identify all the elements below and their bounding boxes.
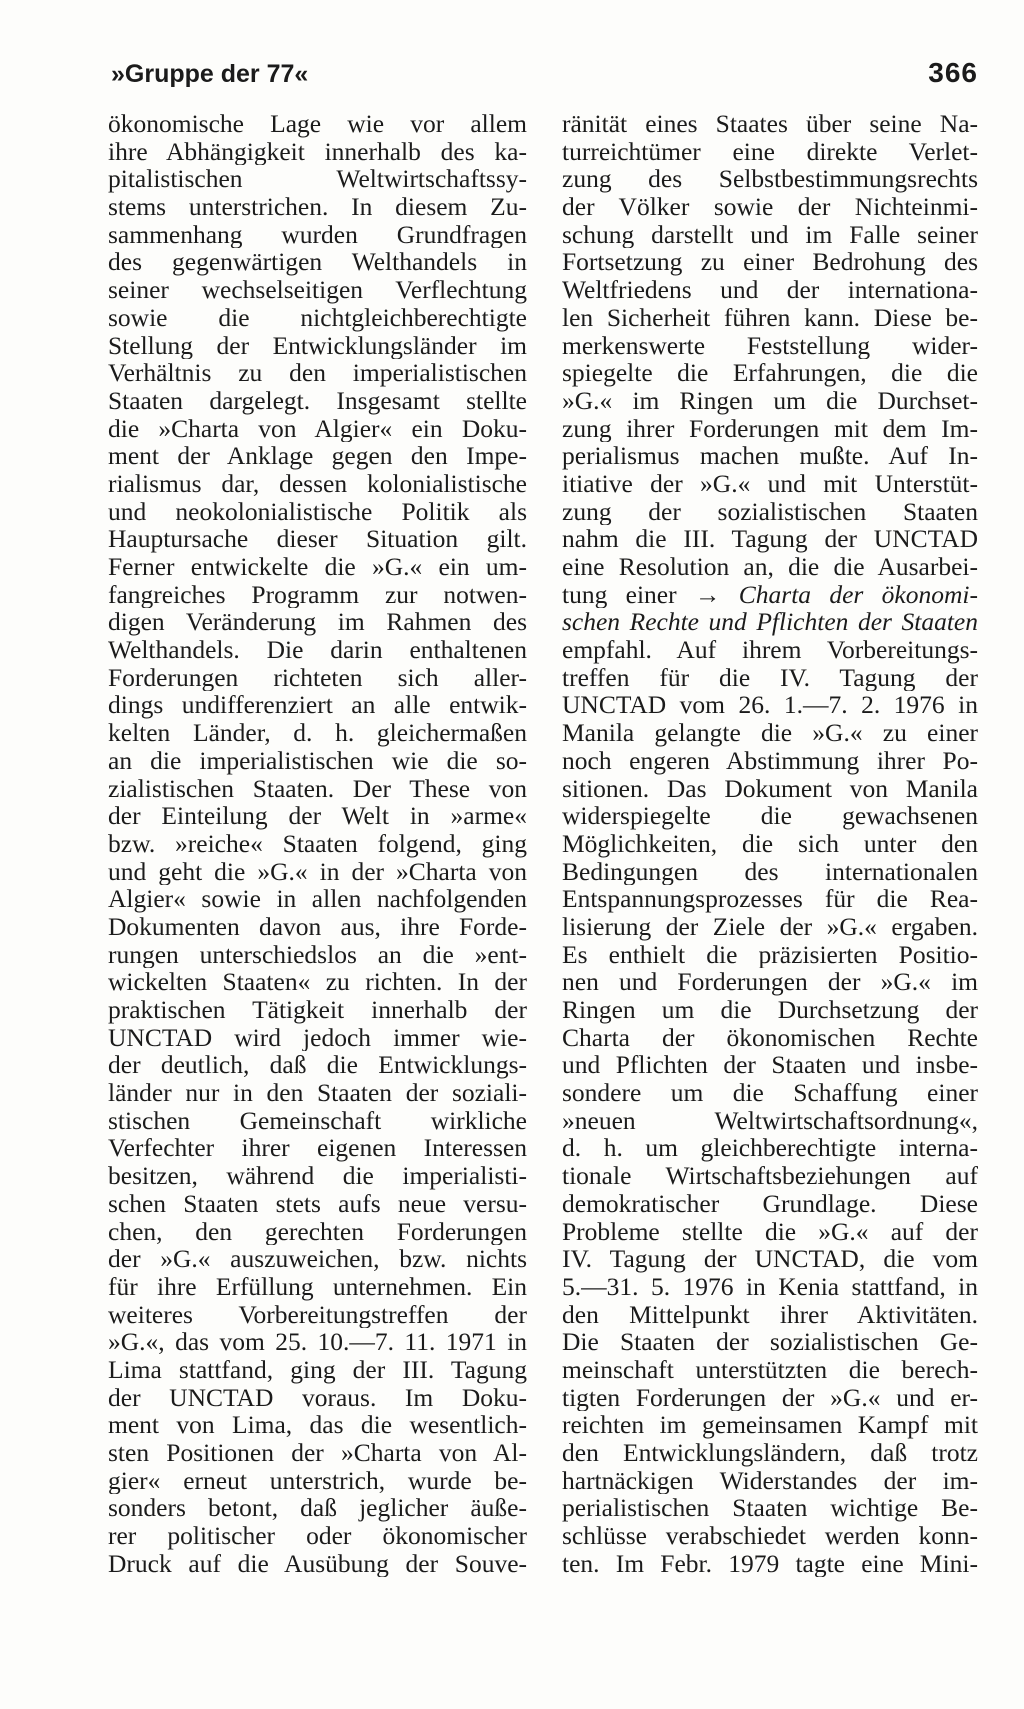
- text-line: länder nur in den Staaten der soziali-: [108, 1079, 527, 1107]
- italic-cross-reference-text: schen Rechte und Pflichten der Staaten: [562, 608, 978, 637]
- text-line: 5.—31. 5. 1976 in Kenia stattfand, in: [562, 1272, 978, 1301]
- text-line: sowie die nichtgleichberechtigte: [108, 303, 527, 332]
- text-line: rungen unterschiedslos an die »ent-: [108, 940, 527, 969]
- text-line: rer politischer oder ökonomischer: [108, 1522, 527, 1550]
- text-line: nen und Forderungen der »G.« im: [562, 968, 978, 996]
- text-line: hartnäckigen Widerstandes der im-: [562, 1466, 978, 1495]
- text-line: »G.« im Ringen um die Durchset-: [562, 386, 978, 415]
- text-line: widerspiegelte die gewachsenen: [562, 802, 978, 830]
- text-line: treffen für die IV. Tagung der: [562, 663, 978, 692]
- text-line: bzw. »reiche« Staaten folgend, ging: [108, 829, 527, 858]
- text-line: zung der sozialistischen Staaten: [562, 497, 978, 526]
- text-line: an die imperialistischen wie die so-: [108, 746, 527, 775]
- text-line: der Einteilung der Welt in »arme«: [108, 802, 527, 830]
- text-line: ment der Anklage gegen den Impe-: [108, 442, 527, 470]
- text-line: sammenhang wurden Grundfragen: [108, 220, 527, 249]
- text-line: Charta der ökonomischen Rechte: [562, 1023, 978, 1052]
- text-line: meinschaft unterstützten die berech-: [562, 1355, 978, 1384]
- text-line: der »G.« auszuweichen, bzw. nichts: [108, 1245, 527, 1273]
- text-line: nahm die III. Tagung der UNCTAD: [562, 525, 978, 553]
- text-line: des gegenwärtigen Welthandels in: [108, 248, 527, 277]
- text-line: stischen Gemeinschaft wirkliche: [108, 1106, 527, 1135]
- text-line: lisierung der Ziele der »G.« ergaben.: [562, 912, 978, 941]
- text-line: [562, 581, 978, 609]
- text-line: noch engeren Abstimmung ihrer Po-: [562, 746, 978, 775]
- text-line: UNCTAD vom 26. 1.—7. 2. 1976 in: [562, 691, 978, 720]
- text-line: Es enthielt die präzisierten Positio-: [562, 940, 978, 969]
- text-line: Verhältnis zu den imperialistischen: [108, 359, 527, 387]
- text-line: stems unterstrichen. In diesem Zu-: [108, 193, 527, 221]
- text-line: weiteres Vorbereitungstreffen der: [108, 1300, 527, 1329]
- text-line: empfahl. Auf ihrem Vorbereitungs-: [562, 636, 978, 664]
- text-line: und Pflichten der Staaten und insbe-: [562, 1051, 978, 1080]
- text-line: dings undifferenziert an alle entwik-: [108, 691, 527, 720]
- text-line: sondere um die Schaffung einer: [562, 1079, 978, 1107]
- text-line: d. h. um gleichberechtigte interna-: [562, 1134, 978, 1163]
- text-line: zung ihrer Forderungen mit dem Im-: [562, 414, 978, 443]
- text-line: der deutlich, daß die Entwicklungs-: [108, 1051, 527, 1080]
- text-line: ment von Lima, das die wesentlich-: [108, 1411, 527, 1439]
- text-line: perialistischen Staaten wichtige Be-: [562, 1494, 978, 1523]
- text-line: Die Staaten der sozialistischen Ge-: [562, 1328, 978, 1356]
- text-line: »neuen Weltwirtschaftsordnung«,: [562, 1106, 978, 1135]
- text-line: zung des Selbstbestimmungsrechts: [562, 165, 978, 194]
- text-line: spiegelte die Erfahrungen, die die: [562, 359, 978, 387]
- text-line: Manila gelangte die »G.« zu einer: [562, 719, 978, 747]
- text-line: Verfechter ihrer eigenen Interessen: [108, 1134, 527, 1163]
- text-line: Algier« sowie in allen nachfolgenden: [108, 885, 527, 913]
- text-line: seiner wechselseitigen Verflechtung: [108, 276, 527, 304]
- text-line: Entspannungsprozesses für die Rea-: [562, 885, 978, 913]
- text-line: Möglichkeiten, die sich unter den: [562, 829, 978, 858]
- text-line: Staaten dargelegt. Insgesamt stellte: [108, 386, 527, 415]
- text-line: sitionen. Das Dokument von Manila: [562, 774, 978, 803]
- text-line: tionale Wirtschaftsbeziehungen auf: [562, 1162, 978, 1190]
- text-line: chen, den gerechten Forderungen: [108, 1217, 527, 1246]
- right-text-column: [562, 110, 978, 1577]
- text-line: schen Staaten stets aufs neue versu-: [108, 1189, 527, 1218]
- text-line: len Sicherheit führen kann. Diese be-: [562, 303, 978, 332]
- text-line: demokratischer Grundlage. Diese: [562, 1189, 978, 1218]
- text-line: rialismus dar, dessen kolonialistische: [108, 469, 527, 498]
- text-line: eine Resolution an, die die Ausarbei-: [562, 553, 978, 581]
- text-line: merkenswerte Feststellung wider-: [562, 331, 978, 360]
- text-line: [562, 608, 978, 636]
- text-line: Stellung der Entwicklungsländer im: [108, 331, 527, 360]
- text-line: Hauptursache dieser Situation gilt.: [108, 525, 527, 553]
- text-line: »G.«, das vom 25. 10.—7. 11. 1971 in: [108, 1328, 527, 1356]
- text-line: turreichtümer eine direkte Verlet-: [562, 137, 978, 166]
- text-segment: tung einer →: [562, 580, 739, 609]
- text-line: ökonomische Lage wie vor allem: [108, 110, 527, 138]
- text-line: ihre Abhängigkeit innerhalb des ka-: [108, 137, 527, 166]
- text-line: die »Charta von Algier« ein Doku-: [108, 414, 527, 443]
- text-line: der UNCTAD voraus. Im Doku-: [108, 1383, 527, 1412]
- text-line: ränität eines Staates über seine Na-: [562, 110, 978, 138]
- text-line: Welthandels. Die darin enthaltenen: [108, 636, 527, 664]
- text-line: schung darstellt und im Falle seiner: [562, 220, 978, 249]
- text-line: und neokolonialistische Politik als: [108, 497, 527, 526]
- text-line: pitalistischen Weltwirtschaftssy-: [108, 165, 527, 194]
- text-line: Dokumenten davon aus, ihre Forde-: [108, 912, 527, 941]
- text-line: tigten Forderungen der »G.« und er-: [562, 1383, 978, 1412]
- text-line: reichten im gemeinsamen Kampf mit: [562, 1411, 978, 1439]
- text-line: kelten Länder, d. h. gleichermaßen: [108, 719, 527, 747]
- text-line: Ringen um die Durchsetzung der: [562, 996, 978, 1024]
- text-line: den Entwicklungsländern, daß trotz: [562, 1439, 978, 1467]
- running-head-title: »Gruppe der 77«: [111, 60, 309, 88]
- text-line: Probleme stellte die »G.« auf der: [562, 1217, 978, 1246]
- text-line: für ihre Erfüllung unternehmen. Ein: [108, 1272, 527, 1301]
- text-line: Ferner entwickelte die »G.« ein um-: [108, 553, 527, 581]
- text-line: praktischen Tätigkeit innerhalb der: [108, 996, 527, 1024]
- text-line: schlüsse verabschiedet werden konn-: [562, 1522, 978, 1550]
- page-number: 366: [928, 57, 978, 88]
- text-line: Lima stattfand, ging der III. Tagung: [108, 1355, 527, 1384]
- text-line: Weltfriedens und der internationa-: [562, 276, 978, 304]
- text-line: Bedingungen des internationalen: [562, 857, 978, 886]
- text-line: wickelten Staaten« zu richten. In der: [108, 968, 527, 996]
- text-line: Forderungen richteten sich aller-: [108, 663, 527, 692]
- text-line: der Völker sowie der Nichteinmi-: [562, 193, 978, 221]
- left-text-column: [108, 110, 527, 1577]
- text-line: fangreiches Programm zur notwen-: [108, 580, 527, 609]
- text-line: den Mittelpunkt ihrer Aktivitäten.: [562, 1300, 978, 1329]
- text-line: IV. Tagung der UNCTAD, die vom: [562, 1245, 978, 1273]
- text-line: sten Positionen der »Charta von Al-: [108, 1439, 527, 1467]
- text-line: besitzen, während die imperialisti-: [108, 1162, 527, 1190]
- text-line: ten. Im Febr. 1979 tagte eine Mini-: [562, 1549, 978, 1578]
- text-line: zialistischen Staaten. Der These von: [108, 774, 527, 803]
- text-line: gier« erneut unterstrich, wurde be-: [108, 1466, 527, 1495]
- text-line: digen Veränderung im Rahmen des: [108, 608, 527, 637]
- text-line: und geht die »G.« in der »Charta von: [108, 857, 527, 886]
- text-line: UNCTAD wird jedoch immer wie-: [108, 1023, 527, 1052]
- text-line: Fortsetzung zu einer Bedrohung des: [562, 248, 978, 277]
- text-line: Druck auf die Ausübung der Souve-: [108, 1549, 527, 1578]
- italic-cross-reference-text: Charta der ökonomi-: [738, 580, 978, 609]
- text-line: itiative der »G.« und mit Unterstüt-: [562, 469, 978, 498]
- text-line: sonders betont, daß jeglicher äuße-: [108, 1494, 527, 1523]
- text-line: perialismus machen mußte. Auf In-: [562, 442, 978, 470]
